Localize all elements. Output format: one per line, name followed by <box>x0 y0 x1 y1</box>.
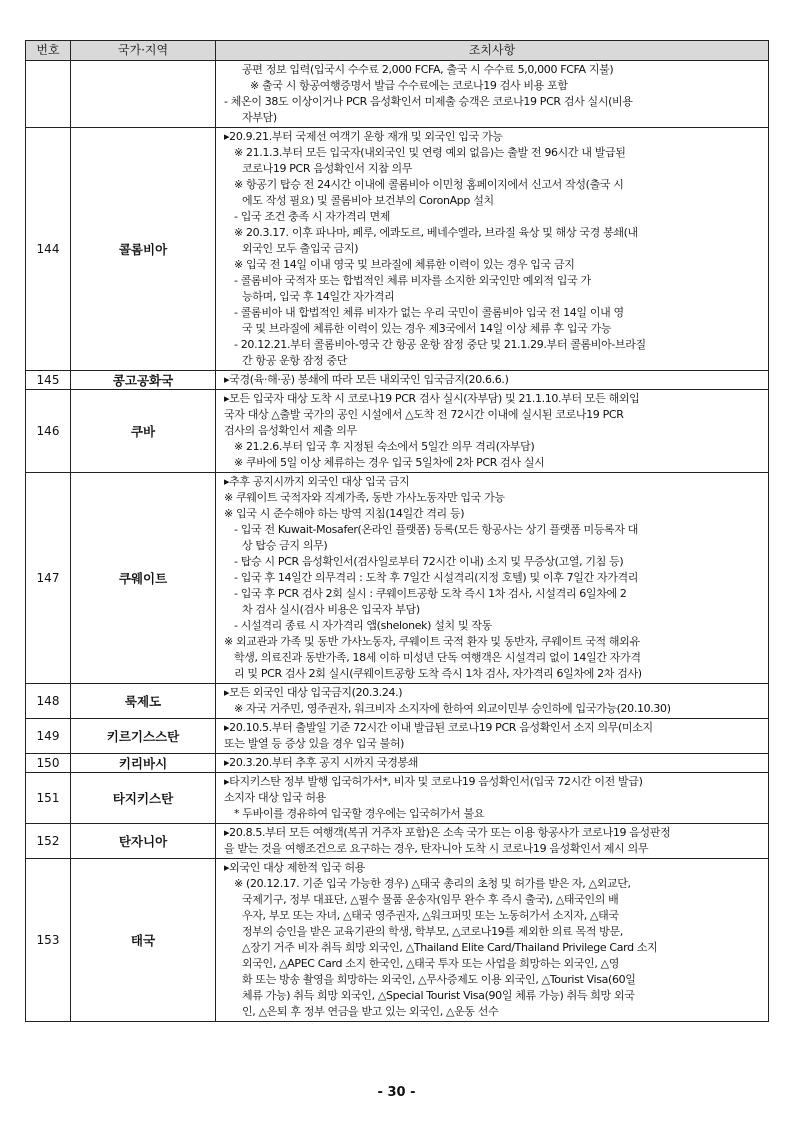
row-measures <box>216 859 769 1022</box>
measure-line: △장기 거주 비자 취득 희망 외국인, △Thailand Elite Card/Thailand Privilege Card 소지 <box>242 941 658 954</box>
measure-line: 검사의 음성확인서 제출 의무 <box>224 424 357 437</box>
measure-line: 국제기구, 정부 대표단, △필수 물품 운송자(임무 완수 후 즉시 출국), △태국인의 배 <box>242 893 619 906</box>
measure-line: ▸모든 입국자 대상 도착 시 코로나19 PCR 검사 실시(자부담) 및 21.1.10.부터 모든 해외입 <box>224 392 640 405</box>
row-measures <box>216 473 769 684</box>
row-country: 키르기스스탄 <box>71 719 216 754</box>
row-number: 150 <box>26 754 71 773</box>
header-row <box>26 41 769 61</box>
table-row <box>26 859 769 1022</box>
measure-line: ※ 입국 시 준수해야 하는 방역 지침(14일간 격리 등) <box>224 507 465 520</box>
row-country: 탄자니아 <box>71 824 216 859</box>
row-number: 149 <box>26 719 71 754</box>
measure-line: ▸타지키스탄 정부 발행 입국허가서*, 비자 및 코로나19 음성확인서(입국 72시간 이전 발급) <box>224 775 643 788</box>
measure-line: 소지자 대상 입국 허용 <box>224 791 326 804</box>
row-measures <box>216 754 769 773</box>
measure-line: - 입국 조건 충족 시 자가격리 면제 <box>234 210 391 223</box>
measure-line: 화 또는 방송 촬영을 희망하는 외국인, △무사증제도 이용 외국인, △Tourist Visa(60일 <box>242 973 636 986</box>
measure-line: - 시설격리 종료 시 자가격리 앱(shelonek) 설치 및 작동 <box>234 619 492 632</box>
page-number: - 30 - <box>377 1085 416 1100</box>
table-row <box>26 754 769 773</box>
row-measures <box>216 371 769 390</box>
measure-line: 또는 발열 등 증상 있을 경우 입국 불허) <box>224 737 405 750</box>
row-number: 145 <box>26 371 71 390</box>
table-row <box>26 824 769 859</box>
measure-line: ※ 외교관과 가족 및 동반 가사노동자, 쿠웨이트 국적 환자 및 동반자, 쿠웨이트 국적 해외유 <box>224 635 640 648</box>
table-row <box>26 61 769 128</box>
measure-line: ※ 21.1.3.부터 모든 입국자(내외국인 및 연령 예외 없음)는 출발 전 96시간 내 발급된 <box>234 146 626 159</box>
measure-line: 코로나19 PCR 음성확인서 지참 의무 <box>242 162 413 175</box>
row-number: 148 <box>26 684 71 719</box>
row-country <box>71 61 216 128</box>
row-measures <box>216 773 769 824</box>
row-number: 146 <box>26 390 71 473</box>
row-number: 151 <box>26 773 71 824</box>
measure-line: ※ 쿠바에 5일 이상 체류하는 경우 입국 5일차에 2차 PCR 검사 실시 <box>234 456 545 469</box>
row-country: 콩고공화국 <box>71 371 216 390</box>
row-measures <box>216 684 769 719</box>
measure-line: * 두바이를 경유하여 입국할 경우에는 입국허가서 불요 <box>234 807 485 820</box>
measure-line: 에도 작성 필요) 및 콜롬비아 보건부의 CoronApp 설치 <box>242 194 494 207</box>
measure-line: ▸20.9.21.부터 국제선 여객기 운항 재개 및 외국인 입국 가능 <box>224 130 503 143</box>
measure-line: ※ 자국 거주민, 영주권자, 워크비자 소지자에 한하여 외교이민부 승인하에 입국가능(20.10.30) <box>234 702 671 715</box>
row-country: 태국 <box>71 859 216 1022</box>
measure-line: ▸외국인 대상 제한적 입국 허용 <box>224 861 366 874</box>
measure-line: ※ 쿠웨이트 국적자와 직계가족, 동반 가사노동자만 입국 가능 <box>224 491 505 504</box>
table-row <box>26 371 769 390</box>
measure-line: ※ 출국 시 항공여행증명서 발급 수수료에는 코로나19 검사 비용 포함 <box>250 79 568 92</box>
table-row <box>26 390 769 473</box>
row-country: 콜롬비아 <box>71 128 216 371</box>
table-row <box>26 128 769 371</box>
measure-line: 인, △은퇴 후 정부 연금을 받고 있는 외국인, △운동 선수 <box>242 1005 499 1018</box>
row-measures <box>216 824 769 859</box>
measure-line: ※ (20.12.17. 기준 입국 가능한 경우) △태국 총리의 초청 및 허가를 받은 자, △외교단, <box>234 877 631 890</box>
measure-line: 공편 정보 입력(입국시 수수료 2,000 FCFA, 출국 시 수수료 5,0,000 FCFA 지불) <box>242 63 614 76</box>
measure-line: 을 받는 것을 여행조건으로 요구하는 경우, 탄자니아 도착 시 코로나19 음성확인서 제시 의무 <box>224 842 649 855</box>
row-measures <box>216 61 769 128</box>
row-number: 153 <box>26 859 71 1022</box>
table-row <box>26 684 769 719</box>
measure-line: 외국인 모두 출입국 금지) <box>242 242 359 255</box>
row-measures <box>216 390 769 473</box>
row-number <box>26 61 71 128</box>
table-row <box>26 473 769 684</box>
measure-line: ▸20.3.20.부터 추후 공지 시까지 국경봉쇄 <box>224 756 419 769</box>
measure-line: 능하며, 입국 후 14일간 자가격리 <box>242 290 395 303</box>
measure-line: 차 검사 실시(검사 비용은 입국자 부담) <box>242 603 420 616</box>
measure-line: 학생, 의료진과 동반가족, 18세 이하 미성년 단독 여행객은 시설격리 없이 14일간 자가격 <box>234 651 641 664</box>
table-row <box>26 719 769 754</box>
row-country: 키리바시 <box>71 754 216 773</box>
measure-line: 상 탑승 금지 의무) <box>242 539 328 552</box>
measure-line: 체류 가능) 취득 희망 외국인, △Special Tourist Visa(90일 체류 가능) 취득 희망 외국 <box>242 989 635 1002</box>
row-measures <box>216 719 769 754</box>
row-country: 타지키스탄 <box>71 773 216 824</box>
measure-line: ▸국경(육·해·공) 봉쇄에 따라 모든 내외국인 입국금지(20.6.6.) <box>224 373 509 386</box>
measure-line: ※ 항공기 탑승 전 24시간 이내에 콜롬비아 이민청 홈페이지에서 신고서 작성(출국 시 <box>234 178 624 191</box>
measures-table <box>25 40 769 1022</box>
row-measures <box>216 128 769 371</box>
measure-line: - 체온이 38도 이상이거나 PCR 음성확인서 미제출 승객은 코로나19 PCR 검사 실시(비용 <box>224 95 633 108</box>
header-measures: 조치사항 <box>216 41 769 61</box>
row-country: 쿠웨이트 <box>71 473 216 684</box>
header-number: 번호 <box>26 41 71 61</box>
measure-line: 외국인, △APEC Card 소지 한국인, △태국 투자 또는 사업을 희망하는 외국인, △영 <box>242 957 620 970</box>
row-country: 룩제도 <box>71 684 216 719</box>
measure-line: 국자 대상 △출발 국가의 공인 시설에서 △도착 전 72시간 이내에 실시된 코로나19 PCR <box>224 408 624 421</box>
measure-line: ▸20.8.5.부터 모든 여행객(복귀 거주자 포함)은 소속 국가 또는 이용 항공사가 코로나19 음성판정 <box>224 826 671 839</box>
row-number: 144 <box>26 128 71 371</box>
measure-line: ※ 입국 전 14일 이내 영국 및 브라질에 체류한 이력이 있는 경우 입국 금지 <box>234 258 575 271</box>
measure-line: 간 항공 운항 잠정 중단 <box>242 354 348 367</box>
measure-line: 리 및 PCR 검사 2회 실시(쿠웨이트공항 도착 즉시 1차 검사, 자가격리 6일차에 2차 검사) <box>234 667 642 680</box>
measure-line: ※ 21.2.6.부터 입국 후 지정된 숙소에서 5일간 의무 격리(자부담) <box>234 440 535 453</box>
measure-line: - 콜롬비아 내 합법적인 체류 비자가 없는 우리 국민이 콜롬비아 입국 전 14일 이내 영 <box>234 306 624 319</box>
measure-line: 국 및 브라질에 체류한 이력이 있는 경우 제3국에서 14일 이상 체류 후 입국 가능 <box>242 322 612 335</box>
table-row <box>26 773 769 824</box>
measure-line: - 입국 전 Kuwait-Mosafer(온라인 플랫폼) 등록(모든 항공사는 상기 플랫폼 미등록자 대 <box>234 523 639 536</box>
row-number: 152 <box>26 824 71 859</box>
header-country: 국가·지역 <box>71 41 216 61</box>
row-number: 147 <box>26 473 71 684</box>
measure-line: ▸모든 외국인 대상 입국금지(20.3.24.) <box>224 686 403 699</box>
measure-line: - 콜롬비아 국적자 또는 합법적인 체류 비자를 소지한 외국인만 예외적 입국 가 <box>234 274 591 287</box>
measure-line: ▸20.10.5.부터 출발일 기준 72시간 이내 발급된 코로나19 PCR 음성확인서 소지 의무(미소지 <box>224 721 653 734</box>
measure-line: ※ 20.3.17. 이후 파나마, 페루, 에콰도르, 베네수엘라, 브라질 육상 및 해상 국경 봉쇄(내 <box>234 226 638 239</box>
row-country: 쿠바 <box>71 390 216 473</box>
measure-line: 자부담) <box>242 111 277 124</box>
measure-line: - 20.12.21.부터 콜롬비아-영국 간 항공 운항 잠정 중단 및 21.1.29.부터 콜롬비아-브라질 <box>234 338 646 351</box>
measure-line: 정부의 승인을 받은 교육기관의 학생, 학부모, △코로나19를 제외한 의료 목적 방문, <box>242 925 623 938</box>
measure-line: ▸추후 공지시까지 외국인 대상 입국 금지 <box>224 475 410 488</box>
measure-line: 우자, 부모 또는 자녀, △태국 영주권자, △워크퍼밋 또는 노동허가서 소지자, △태국 <box>242 909 619 922</box>
measure-line: - 입국 후 PCR 검사 2회 실시 : 쿠웨이트공항 도착 즉시 1차 검사, 시설격리 6일차에 2 <box>234 587 627 600</box>
measure-line: - 탑승 시 PCR 음성확인서(검사일로부터 72시간 이내) 소지 및 무증상(고열, 기침 등) <box>234 555 624 568</box>
measure-line: - 입국 후 14일간 의무격리 : 도착 후 7일간 시설격리(지정 호텔) 및 이후 7일간 자가격리 <box>234 571 639 584</box>
